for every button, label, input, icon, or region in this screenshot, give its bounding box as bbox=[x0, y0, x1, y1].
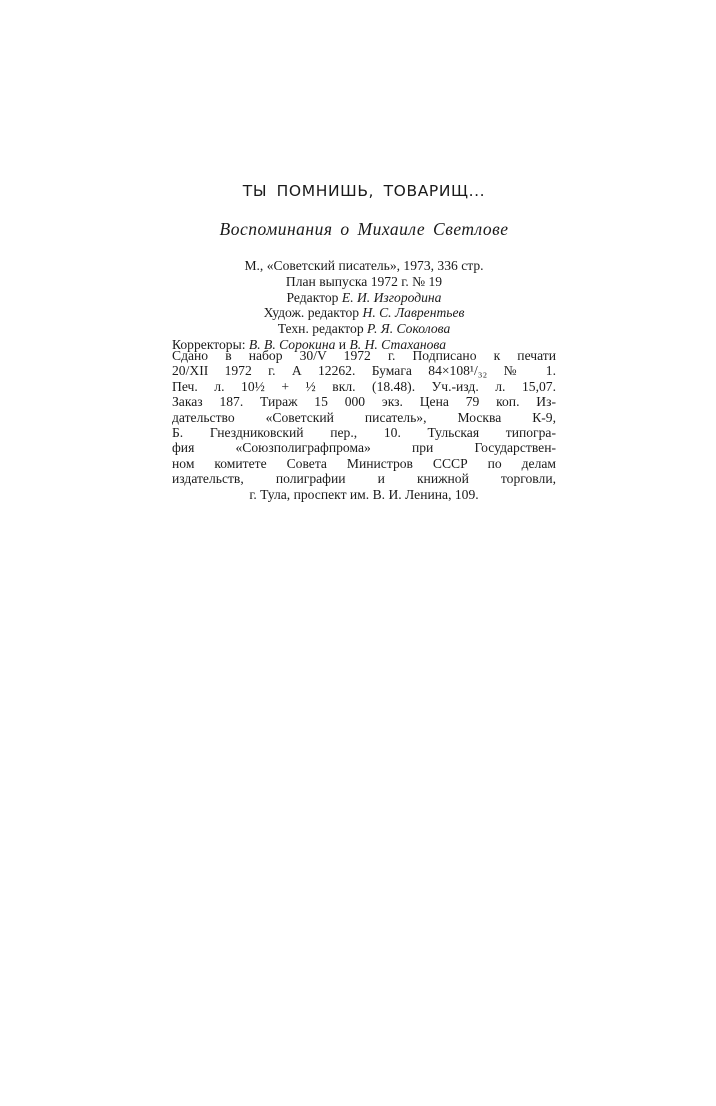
proofreader-1-name: В. В. Сорокина bbox=[248, 336, 336, 352]
imprint-line: 20/XII 1972 г. А 12262. Бумага 84×108¹/₃₂ № 1. bbox=[172, 363, 556, 379]
editor-label: Редактор bbox=[286, 289, 339, 305]
book-subtitle: Воспоминания о Михаиле Светлове bbox=[219, 219, 509, 239]
art-editor-line bbox=[172, 305, 556, 321]
tech-editor-label: Техн. редактор bbox=[277, 321, 364, 337]
plan-line: План выпуска 1972 г. № 19 bbox=[285, 273, 443, 289]
credits-block bbox=[172, 258, 556, 353]
imprint-line: Заказ 187. Тираж 15 000 экз. Цена 79 коп. Из- bbox=[172, 394, 556, 410]
art-editor-label: Худож. редактор bbox=[263, 305, 360, 321]
proofreader-2-name: В. Н. Стаханова bbox=[349, 336, 447, 352]
proofreaders-label: Корректоры: bbox=[172, 336, 246, 352]
imprint-line: издательств, полиграфии и книжной торговли, bbox=[172, 471, 556, 487]
imprint-line: Б. Гнездниковский пер., 10. Тульская типогра- bbox=[172, 425, 556, 441]
book-title: ТЫ ПОМНИШЬ, ТОВАРИЩ... bbox=[242, 182, 486, 200]
editor-name: Е. И. Изгородина bbox=[341, 289, 442, 305]
art-editor-name: Н. С. Лаврентьев bbox=[362, 305, 465, 321]
editor-line bbox=[172, 290, 556, 306]
proofreaders-conjunction: и bbox=[338, 336, 347, 352]
imprint-line: Сдано в набор 30/V 1972 г. Подписано к печати bbox=[172, 348, 556, 363]
imprint-line: г. Тула, проспект им. В. И. Ленина, 109. bbox=[249, 486, 479, 502]
imprint-line: дательство «Советский писатель», Москва К-9, bbox=[172, 409, 556, 425]
tech-editor-line bbox=[172, 321, 556, 337]
imprint-block bbox=[172, 348, 556, 502]
publisher-line: М., «Советский писатель», 1973, 336 стр. bbox=[244, 258, 484, 273]
imprint-line: ном комитете Совета Министров СССР по делам bbox=[172, 455, 556, 471]
imprint-line: Печ. л. 10½ + ½ вкл. (18.48). Уч.-изд. л. 15,07. bbox=[172, 378, 556, 394]
tech-editor-name: Р. Я. Соколова bbox=[367, 321, 451, 337]
imprint-line: фия «Союзполиграфпрома» при Государствен- bbox=[172, 440, 556, 456]
